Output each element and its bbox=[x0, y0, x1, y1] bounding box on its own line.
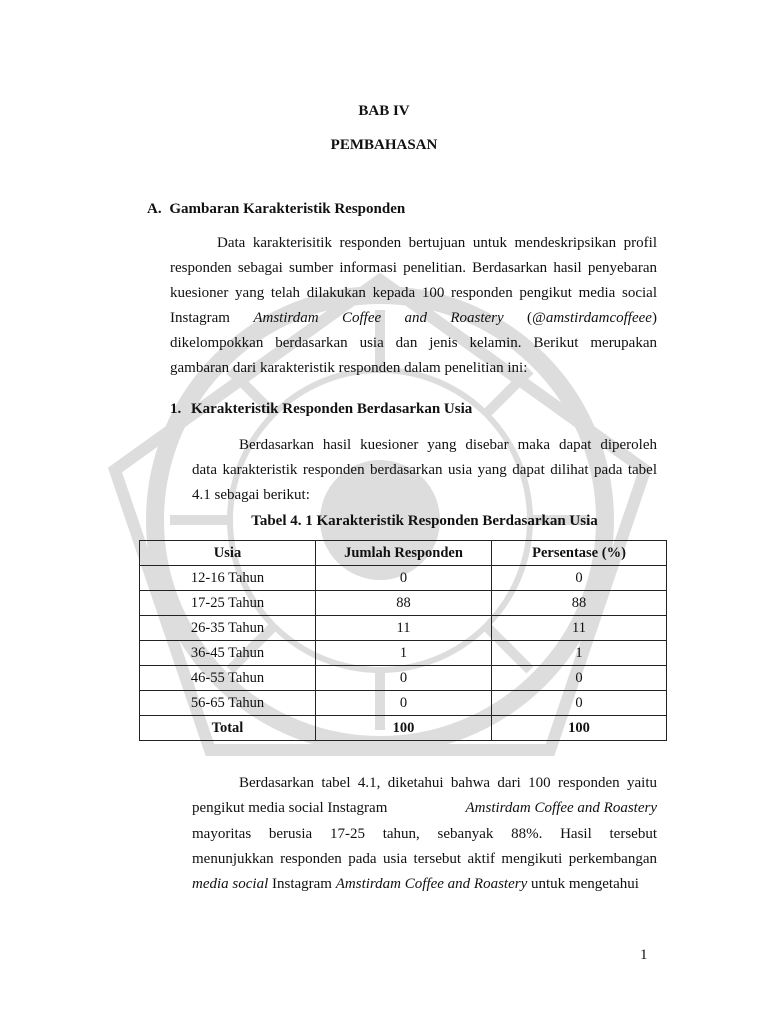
table-row bbox=[140, 666, 667, 691]
count-cell: 0 bbox=[316, 691, 492, 716]
sub-line: 4.1 sebagai berikut: bbox=[192, 487, 310, 503]
table-row bbox=[140, 641, 667, 666]
table-row bbox=[140, 591, 667, 616]
instagram-handle: @amstirdamcoffeee bbox=[532, 310, 652, 326]
intro-line: kuesioner yang telah dilakukan kepada 100 responden pengikut media social bbox=[170, 285, 657, 301]
total-count-cell: 100 bbox=[316, 716, 492, 741]
age-cell: 17-25 Tahun bbox=[140, 591, 316, 616]
section-title: Gambaran Karakteristik Responden bbox=[169, 201, 406, 217]
intro-line: Data karakterisitik responden bertujuan untuk mendeskripsikan profil bbox=[217, 235, 657, 251]
intro-line: gambaran dari karakteristik responden dalam penelitian ini: bbox=[170, 360, 528, 376]
total-percent-cell: 100 bbox=[492, 716, 667, 741]
count-cell: 1 bbox=[316, 641, 492, 666]
chapter-title: PEMBAHASAN bbox=[330, 137, 438, 153]
conclusion-line: pengikut media social Instagram Amstirdam Coffee and Roastery bbox=[192, 800, 657, 816]
age-characteristics-table bbox=[139, 540, 667, 741]
conclusion-line: menunjukkan responden pada usia tersebut aktif mengikuti perkembangan bbox=[192, 851, 657, 867]
column-header-count: Jumlah Responden bbox=[316, 541, 492, 566]
conclusion-line: mayoritas berusia 17-25 tahun, sebanyak 88%. Hasil tersebut bbox=[192, 826, 657, 842]
count-cell: 0 bbox=[316, 566, 492, 591]
column-header-percent: Persentase (%) bbox=[492, 541, 667, 566]
age-cell: 26-35 Tahun bbox=[140, 616, 316, 641]
conclusion-line: Berdasarkan tabel 4.1, diketahui bahwa dari 100 responden yaitu bbox=[239, 775, 657, 791]
sub-line: data karakteristik responden berdasarkan usia yang dapat dilihat pada tabel bbox=[192, 462, 657, 478]
table-row bbox=[140, 566, 667, 591]
count-cell: 88 bbox=[316, 591, 492, 616]
intro-line: responden sebagai sumber informasi penelitian. Berdasarkan hasil penyebaran bbox=[170, 260, 657, 276]
percent-cell: 0 bbox=[492, 566, 667, 591]
percent-cell: 88 bbox=[492, 591, 667, 616]
percent-cell: 0 bbox=[492, 691, 667, 716]
table-header-row bbox=[140, 541, 667, 566]
conclusion-line: media social Instagram Amstirdam Coffee and Roastery untuk mengetahui bbox=[192, 876, 639, 892]
intro-line: dikelompokkan berdasarkan usia dan jenis kelamin. Berikut merupakan bbox=[170, 335, 657, 351]
age-cell: 36-45 Tahun bbox=[140, 641, 316, 666]
sub-line: Berdasarkan hasil kuesioner yang disebar maka dapat diperoleh bbox=[239, 437, 657, 453]
intro-line: Instagram Amstirdam Coffee and Roastery (@amstirdamcoffeee) bbox=[170, 310, 657, 326]
percent-cell: 1 bbox=[492, 641, 667, 666]
subsection-heading bbox=[170, 401, 472, 418]
table-row bbox=[140, 616, 667, 641]
age-cell: 46-55 Tahun bbox=[140, 666, 316, 691]
table-row bbox=[140, 691, 667, 716]
percent-cell: 0 bbox=[492, 666, 667, 691]
column-header-age: Usia bbox=[140, 541, 316, 566]
page-number: 1 bbox=[640, 947, 648, 963]
count-cell: 0 bbox=[316, 666, 492, 691]
subsection-marker: 1. bbox=[170, 401, 182, 417]
chapter-number: BAB IV bbox=[358, 103, 410, 119]
subsection-title: Karakteristik Responden Berdasarkan Usia bbox=[191, 401, 473, 417]
table-caption: Tabel 4. 1 Karakteristik Responden Berdasarkan Usia bbox=[251, 513, 598, 529]
count-cell: 11 bbox=[316, 616, 492, 641]
age-cell: 12-16 Tahun bbox=[140, 566, 316, 591]
section-heading bbox=[147, 201, 405, 218]
percent-cell: 11 bbox=[492, 616, 667, 641]
table-total-row bbox=[140, 716, 667, 741]
section-marker: A. bbox=[147, 201, 162, 217]
total-label-cell: Total bbox=[140, 716, 316, 741]
age-cell: 56-65 Tahun bbox=[140, 691, 316, 716]
